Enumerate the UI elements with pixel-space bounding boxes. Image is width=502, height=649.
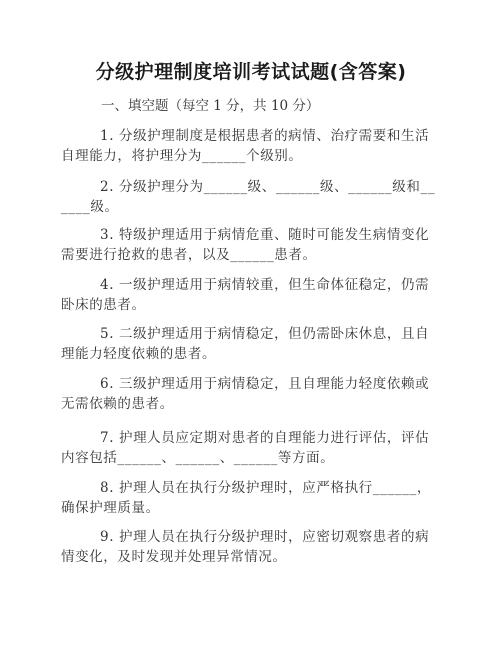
question-3: 3. 特级护理适用于病情危重、随时可能发生病情变化需要进行抢救的患者，以及______患者。 [61,227,430,263]
question-5: 5. 二级护理适用于病情稳定，但仍需卧床休息，且自理能力轻度依赖的患者。 [61,326,430,362]
section-heading: 一、填空题（每空 1 分，共 10 分） [101,98,320,114]
question-9: 9. 护理人员在执行分级护理时，应密切观察患者的病情变化，及时发现并处理异常情况。 [61,529,430,565]
question-8: 8. 护理人员在执行分级护理时，应严格执行______，确保护理质量。 [61,480,431,516]
document-title: 分级护理制度培训考试试题(含答案) [95,61,407,83]
question-4: 4. 一级护理适用于病情较重，但生命体征稳定，仍需卧床的患者。 [61,277,430,313]
question-7: 7. 护理人员应定期对患者的自理能力进行评估，评估内容包括______、______、______等方面。 [61,430,430,466]
question-2: 2. 分级护理分为______级、______级、______级和______级。 [61,179,436,215]
question-1: 1. 分级护理制度是根据患者的病情、治疗需要和生活自理能力，将护理分为______个级别。 [61,128,430,164]
question-6: 6. 三级护理适用于病情稳定，且自理能力轻度依赖或无需依赖的患者。 [61,376,430,412]
